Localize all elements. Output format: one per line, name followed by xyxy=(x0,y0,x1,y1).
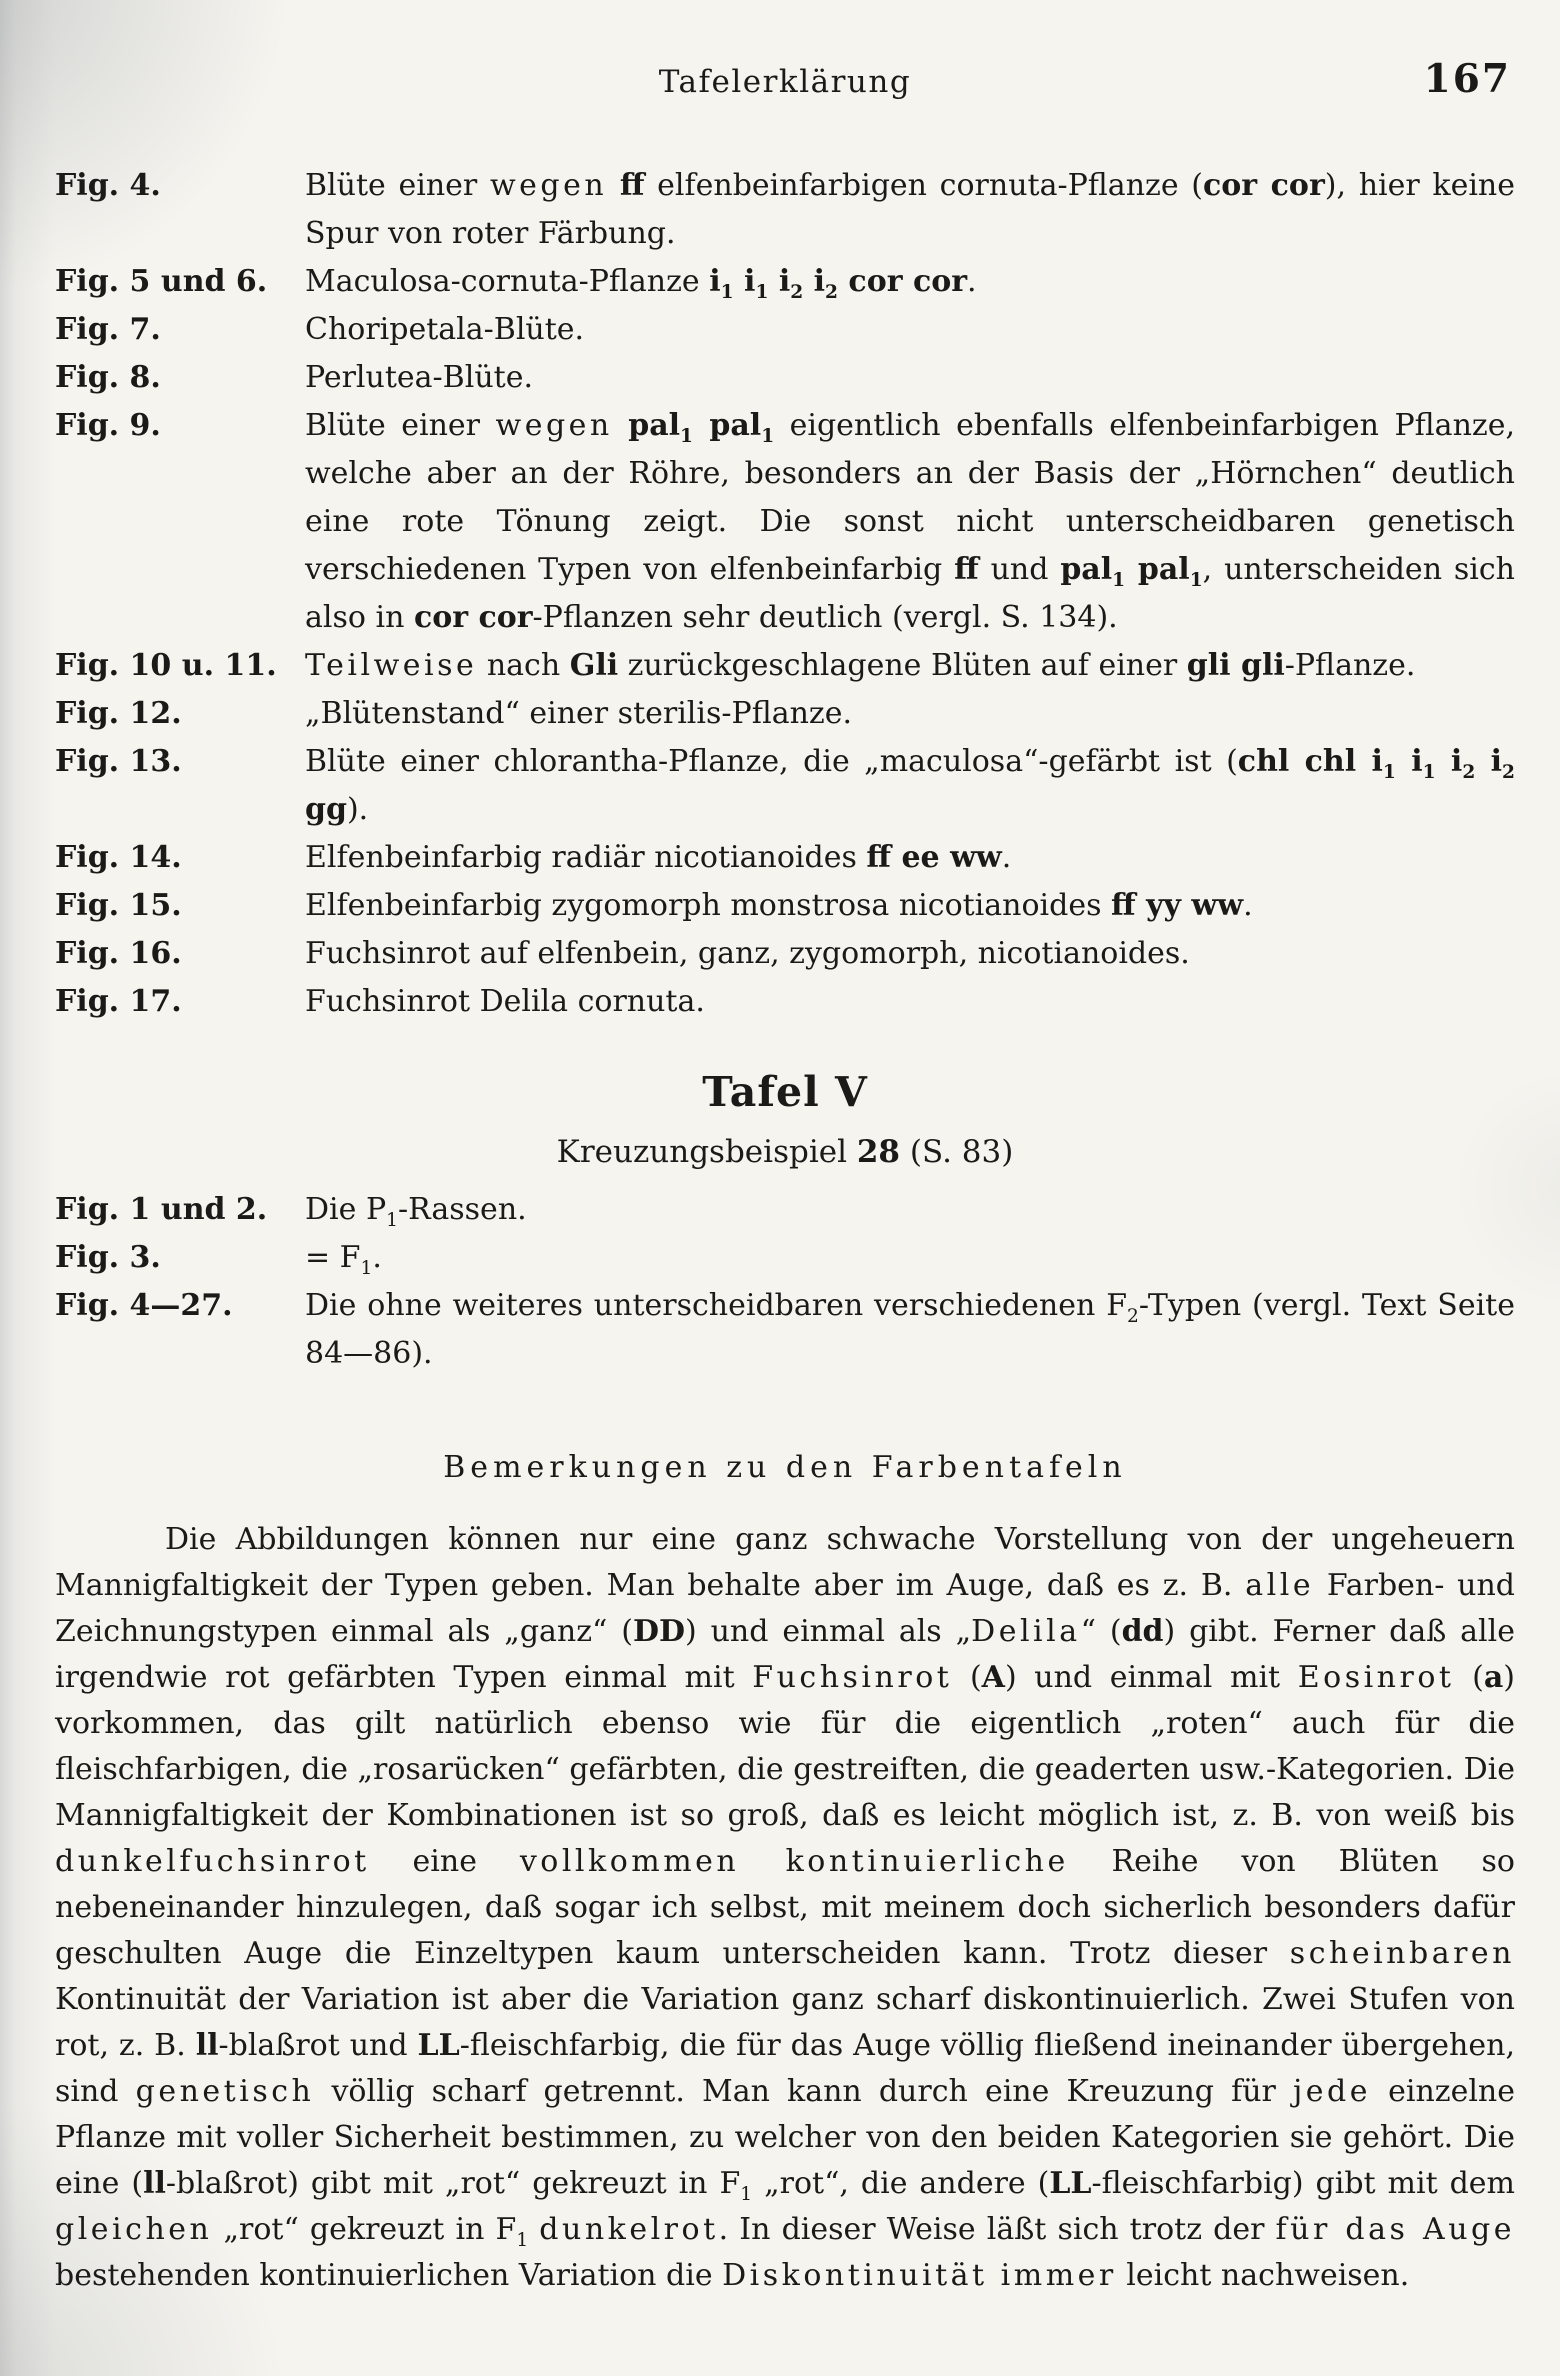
figure-legend-list xyxy=(55,162,1515,1026)
figure-description: Perlutea-Blüte. xyxy=(305,360,533,395)
figure-label: Fig. 3. xyxy=(55,1240,161,1275)
figure-description: Blüte einer wegen pal$_1$ pal$_1$ eigentlich ebenfalls elfenbeinfarbigen Pflanze, welche aber an der Röhre, besonders an der Basis der „Hörnchen“ deutlich eine rote Tönung zeigt. Die sonst nicht unterscheidbaren genetisch verschiedenen Typen von elfenbeinfarbig ff und pal$_1$ pal$_1$, unterscheiden sich also in cor cor-Pflanzen sehr deutlich (vergl. S. 134). xyxy=(305,408,1516,635)
tafel-v-figure-list xyxy=(55,1186,1515,1378)
figure-label: Fig. 4—27. xyxy=(55,1288,233,1323)
figure-entry xyxy=(55,642,1515,690)
figure-description: Blüte einer wegen ff elfenbeinfarbigen cornuta-Pflanze (cor cor), hier keine Spur von roter Färbung. xyxy=(305,168,1516,251)
figure-entry xyxy=(55,738,1515,834)
figure-label: Fig. 5 und 6. xyxy=(55,264,268,299)
figure-entry xyxy=(55,306,1515,354)
figure-label: Fig. 12. xyxy=(55,696,182,731)
figure-label: Fig. 8. xyxy=(55,360,161,395)
figure-description: Fuchsinrot Delila cornuta. xyxy=(305,984,705,1019)
figure-entry xyxy=(55,978,1515,1026)
remarks-paragraph: Die Abbildungen können nur eine ganz schwache Vorstellung von der ungeheuern Mannigfaltigkeit der Typen geben. Man behalte aber im Auge, daß es z. B. alle Farben- und Zeichnungstypen einmal als „ganz“ (DD) und einmal als „Delila“ (dd) gibt. Ferner daß alle irgendwie rot gefärbten Typen einmal mit Fuchsinrot (A) und einmal mit Eosinrot (a) vorkommen, das gilt natürlich ebenso wie für die eigentlich „roten“ auch für die fleischfarbigen, die „rosarücken“ gefärbten, die gestreiften, die geaderten usw.-Kategorien. Die Mannigfaltigkeit der Kombinationen ist so groß, daß es leicht möglich ist, z. B. von weiß bis dunkelfuchsinrot eine vollkommen kontinuierliche Reihe von Blüten so nebeneinander hinzulegen, daß sogar ich selbst, mit meinem doch sicherlich besonders dafür geschulten Auge die Einzeltypen kaum unterscheiden kann. Trotz dieser scheinbaren Kontinuität der Variation ist aber die Variation ganz scharf diskontinuierlich. Zwei Stufen von rot, z. B. ll-blaßrot und LL-fleischfarbig, die für das Auge völlig fließend ineinander übergehen, sind genetisch völlig scharf getrennt. Man kann durch eine Kreuzung für jede einzelne Pflanze mit voller Sicherheit bestimmen, zu welcher von den beiden Kategorien sie gehört. Die eine (ll-blaßrot) gibt mit „rot“ gekreuzt in $F_1$ „rot“, die andere (LL-fleischfarbig) gibt mit dem gleichen „rot“ gekreuzt in $F_1$ dunkelrot. In dieser Weise läßt sich trotz der für das Auge bestehenden kontinuierlichen Variation die Diskontinuität immer leicht nachweisen. xyxy=(55,1522,1516,2293)
figure-description: = $F_1$. xyxy=(305,1240,382,1279)
figure-description: Die $P_1$-Rassen. xyxy=(305,1192,527,1231)
figure-description: Die ohne weiteres unterscheidbaren verschiedenen $F_2$-Typen (vergl. Text Seite 84—86). xyxy=(305,1288,1515,1371)
page-title: Tafelerklärung xyxy=(658,64,912,100)
figure-label: Fig. 7. xyxy=(55,312,161,347)
figure-label: Fig. 4. xyxy=(55,168,161,203)
figure-description: Maculosa-cornuta-Pflanze $i_1$ $i_1$ $i_2$ $i_2$ cor cor. xyxy=(305,264,977,303)
figure-entry xyxy=(55,354,1515,402)
figure-entry xyxy=(55,162,1515,258)
figure-description: Fuchsinrot auf elfenbein, ganz, zygomorph, nicotianoides. xyxy=(305,936,1190,971)
figure-entry xyxy=(55,258,1515,306)
figure-entry xyxy=(55,1186,1515,1234)
figure-entry xyxy=(55,930,1515,978)
figure-label: Fig. 9. xyxy=(55,408,161,443)
figure-label: Fig. 13. xyxy=(55,744,182,779)
figure-description: Elfenbeinfarbig zygomorph monstrosa nicotianoides ff yy ww. xyxy=(305,888,1253,923)
figure-label: Fig. 10 u. 11. xyxy=(55,648,277,683)
figure-entry xyxy=(55,882,1515,930)
page-header xyxy=(55,56,1515,116)
figure-label: Fig. 14. xyxy=(55,840,182,875)
figure-label: Fig. 17. xyxy=(55,984,182,1019)
figure-description: „Blütenstand“ einer sterilis-Pflanze. xyxy=(305,696,853,731)
figure-description: Teilweise nach Gli zurückgeschlagene Blüten auf einer gli gli-Pflanze. xyxy=(305,648,1416,683)
figure-label: Fig. 16. xyxy=(55,936,182,971)
tafel-v-title: Tafel V xyxy=(702,1068,868,1116)
figure-entry xyxy=(55,1234,1515,1282)
figure-entry xyxy=(55,690,1515,738)
figure-label: Fig. 1 und 2. xyxy=(55,1192,268,1227)
figure-description: Elfenbeinfarbig radiär nicotianoides ff ee ww. xyxy=(305,840,1012,875)
figure-entry xyxy=(55,834,1515,882)
remarks-heading: Bemerkungen zu den Farbentafeln xyxy=(443,1450,1127,1485)
figure-label: Fig. 15. xyxy=(55,888,182,923)
page-number: 167 xyxy=(1423,56,1511,102)
tafel-v-subtitle: Kreuzungsbeispiel 28 (S. 83) xyxy=(556,1134,1014,1170)
figure-description: Choripetala-Blüte. xyxy=(305,312,585,347)
figure-entry xyxy=(55,402,1515,642)
figure-entry xyxy=(55,1282,1515,1378)
figure-description: Blüte einer chlorantha-Pflanze, die „maculosa“-gefärbt ist (chl chl $i_1$ $i_1$ $i_2$ $i_2$ gg). xyxy=(305,744,1515,827)
